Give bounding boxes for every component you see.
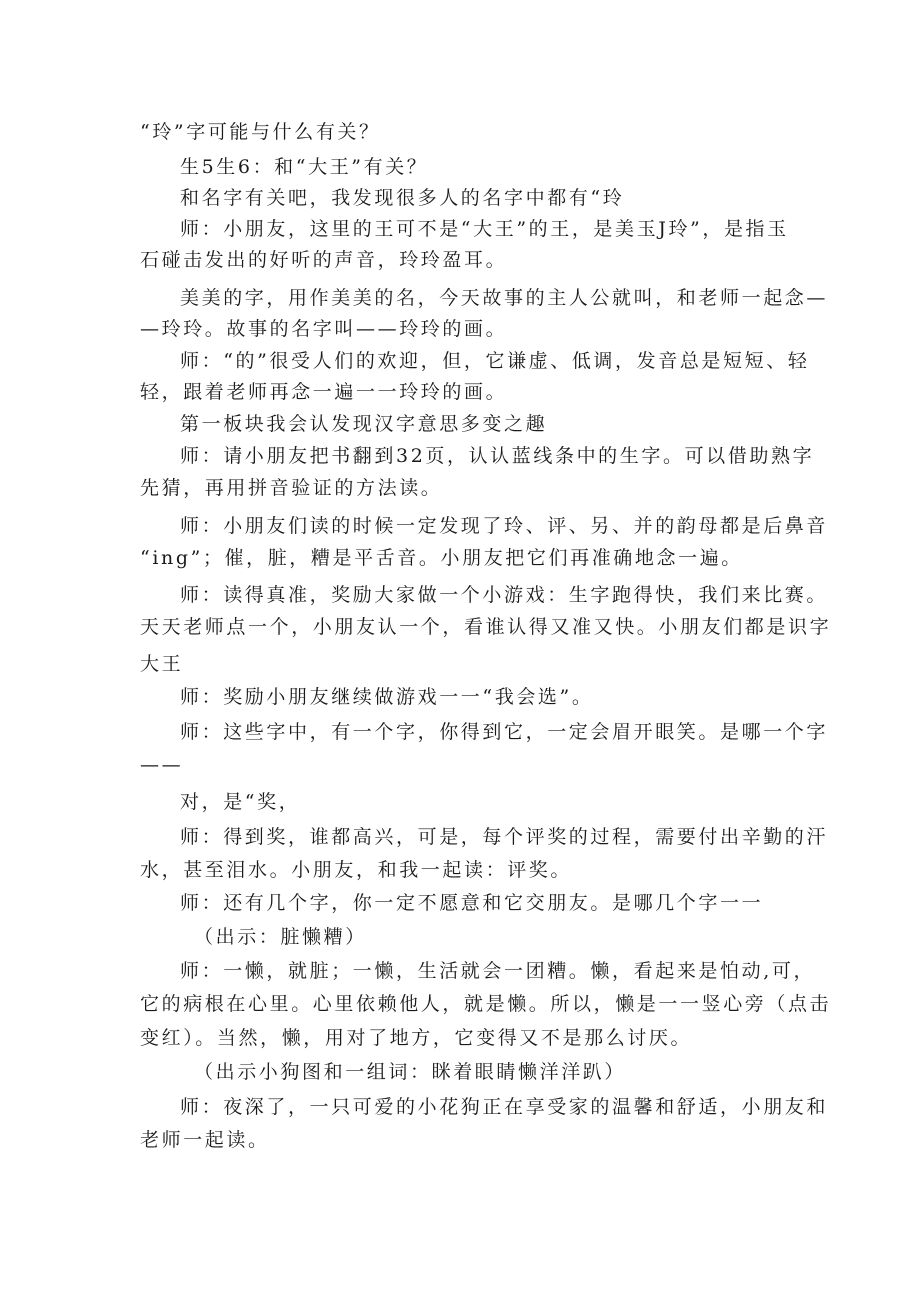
text-line: 对，是“奖， [180, 791, 301, 813]
text-line: 变红）。当然，懒，用对了地方，它变得又不是那么讨厌。 [140, 1027, 693, 1049]
text-line: “玲”字可能与什么有关？ [140, 121, 381, 143]
text-line: 师：读得真准，奖励大家做一个小游戏：生字跑得快，我们来比赛。 [180, 584, 829, 606]
text-line: 先猜，再用拼音验证的方法读。 [140, 477, 443, 499]
text-line: 师：奖励小朋友继续做游戏一一“我会选”。 [180, 686, 594, 708]
text-line: 师：这些字中，有一个字，你得到它，一定会眉开眼笑。是哪一个字 [180, 721, 829, 743]
text-line: 老师一起读。 [140, 1129, 270, 1151]
text-line: 师：请小朋友把书翻到32页，认认蓝线条中的生字。可以借助熟字 [180, 445, 815, 467]
text-line: （出示小狗图和一组词：眯着眼睛懒洋洋趴） [194, 1061, 627, 1083]
text-line: 师：还有几个字，你一定不愿意和它交朋友。是哪几个字一一 [180, 892, 764, 914]
text-line: 轻，跟着老师再念一遍一一玲玲的画。 [140, 381, 508, 403]
text-line: 师：一懒，就脏；一懒，生活就会一团糟。懒，看起来是怕动,可， [180, 960, 816, 982]
text-line: 师：“的”很受人们的欢迎，但，它谦虚、低调，发音总是短短、轻 [180, 350, 810, 372]
text-line: —玲玲。故事的名字叫——玲玲的画。 [140, 318, 508, 340]
text-line: 它的病根在心里。心里依赖他人，就是懒。所以，懒是一一竖心旁（点击 [140, 993, 832, 1015]
text-line: —— [140, 754, 184, 776]
text-line: 师：小朋友，这里的王可不是“大王”的王，是美玉J玲”，是指玉 [180, 218, 789, 240]
text-line: 生5生6：和“大王”有关？ [180, 156, 429, 178]
text-line: 水，甚至泪水。小朋友，和我一起读：评奖。 [140, 859, 573, 881]
text-line: 和名字有关吧，我发现很多人的名字中都有“玲 [180, 187, 625, 209]
text-line: 美美的字，用作美美的名，今天故事的主人公就叫，和老师一起念— [180, 287, 829, 309]
text-line: 师：夜深了，一只可爱的小花狗正在享受家的温馨和舒适，小朋友和 [180, 1096, 829, 1118]
text-line: （出示：脏懒糟） [194, 926, 367, 948]
text-line: 大王 [140, 653, 184, 675]
text-line: “ing”；催，脏，糟是平舌音。小朋友把它们再准确地念一遍。 [140, 547, 743, 569]
text-line: 天天老师点一个，小朋友认一个，看谁认得又准又快。小朋友们都是识字 [140, 616, 832, 638]
text-line: 师：得到奖，谁都高兴，可是，每个评奖的过程，需要付出辛勤的汗 [180, 826, 829, 848]
text-line: 师：小朋友们读的时候一定发现了玲、评、另、并的韵母都是后鼻音 [180, 515, 829, 537]
section-heading: 第一板块我会认发现汉字意思多变之趣 [180, 413, 548, 435]
text-line: 石碰击发出的好听的声音，玲玲盈耳。 [140, 249, 508, 271]
